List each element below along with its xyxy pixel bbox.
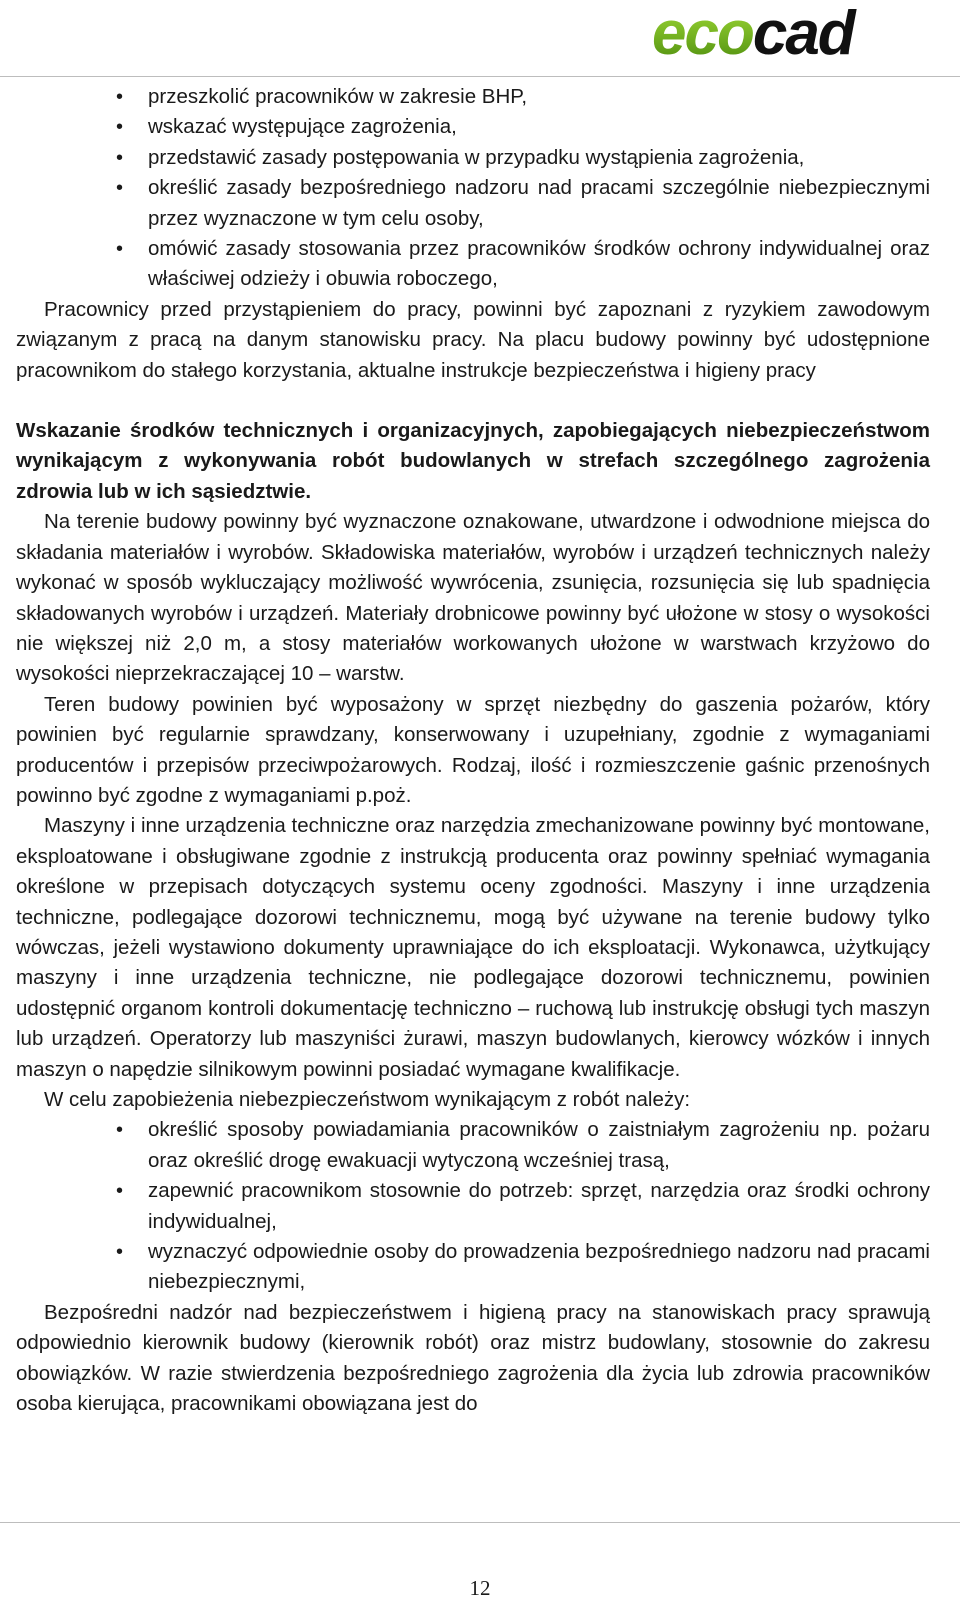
list-item: • określić sposoby powiadamiania pracowników o zaistniałym zagrożeniu np. pożaru oraz określić drogę ewakuacji wytyczoną wcześniej trasą,: [16, 1115, 930, 1176]
footer-divider: [0, 1522, 960, 1523]
list-item: • omówić zasady stosowania przez pracowników środków ochrony indywidualnej oraz właściwej odzieży i obuwia roboczego,: [16, 234, 930, 295]
page-header: [0, 0, 960, 80]
logo-eco-text: eco: [652, 2, 753, 64]
list-item: • wyznaczyć odpowiednie osoby do prowadzenia bezpośredniego nadzoru nad pracami niebezpiecznymi,: [16, 1237, 930, 1298]
section-heading: Wskazanie środków technicznych i organizacyjnych, zapobiegających niebezpieczeństwom wynikającym z wykonywania robót budowlanych w strefach szczególnego zagrożenia zdrowia lub w ich sąsiedztwie.: [16, 419, 930, 503]
paragraph: Maszyny i inne urządzenia techniczne oraz narzędzia zmechanizowane powinny być montowane, eksploatowane i obsługiwane zgodnie z instrukcją producenta oraz powinny spełniać wymagania określone w przepisach dotyczących systemu oceny zgodności. Maszyny i inne urządzenia techniczne, podlegające dozorowi technicznemu, mogą być używane na terenie budowy tylko wówczas, jeżeli wystawiono dokumenty uprawniające do ich eksploatacji. Wykonawca, użytkujący maszyny i inne urządzenia techniczne, nie podlegające dozorowi technicznemu, powinien udostępnić organom kontroli dokumentację techniczno – ruchową lub instrukcję obsługi tych maszyn lub urządzeń. Operatorzy lub maszyniści żurawi, maszyn budowlanych, kierowcy wózków i innych maszyn o napędzie silnikowym powinni posiadać wymagane kwalifikacje.: [16, 814, 930, 1081]
ecocad-logo: [652, 2, 952, 64]
paragraph: Na terenie budowy powinny być wyznaczone oznakowane, utwardzone i odwodnione miejsca do składania materiałów i wyrobów. Składowiska materiałów, wyrobów i urządzeń technicznych należy wykonać w sposób wykluczający możliwość wywrócenia, zsunięcia, rozsunięcia się lub spadnięcia składowanych wyrobów i urządzeń. Materiały drobnicowe powinny być ułożone w stosy o wysokości nie większej niż 2,0 m, a stosy materiałów workowanych ułożone w warstwach krzyżowo do wysokości nieprzekraczającej 10 – warstw.: [16, 510, 930, 686]
bullet-list-bottom: [16, 1115, 930, 1297]
paragraph: Teren budowy powinien być wyposażony w sprzęt niezbędny do gaszenia pożarów, który powinien być regularnie sprawdzany, konserwowany i uzupełniany, zgodnie z wymaganiami producentów i przepisów przeciwpożarowych. Rodzaj, ilość i rozmieszczenie gaśnic przenośnych powinno być zgodne z wymaganiami p.poż.: [16, 692, 930, 807]
paragraph: W celu zapobieżenia niebezpieczeństwom wynikającym z robót należy:: [44, 1088, 691, 1111]
logo-cad-text: cad: [752, 2, 854, 64]
svg-text:ecocad: [652, 2, 857, 64]
document-body: [16, 82, 930, 1419]
list-item: • określić zasady bezpośredniego nadzoru nad pracami szczególnie niebezpiecznymi przez wyznaczone w tym celu osoby,: [16, 173, 930, 234]
paragraph: Pracownicy przed przystąpieniem do pracy, powinni być zapoznani z ryzykiem zawodowym związanym z pracą na danym stanowisku pracy. Na placu budowy powinny być udostępnione pracownikom do stałego korzystania, aktualne instrukcje bezpieczeństwa i higieny pracy: [16, 297, 930, 382]
list-item: • przeszkolić pracowników w zakresie BHP,: [16, 82, 930, 112]
list-item: • wskazać występujące zagrożenia,: [16, 112, 930, 142]
list-item: • przedstawić zasady postępowania w przypadku wystąpienia zagrożenia,: [16, 143, 930, 173]
list-item: • zapewnić pracownikom stosownie do potrzeb: sprzęt, narzędzia oraz środki ochrony indywidualnej,: [16, 1176, 930, 1237]
paragraph: Bezpośredni nadzór nad bezpieczeństwem i higieną pracy na stanowiskach pracy sprawują odpowiednio kierownik budowy (kierownik robót) oraz mistrz budowlany, stosownie do zakresu obowiązków. W razie stwierdzenia bezpośredniego zagrożenia dla życia lub zdrowia pracowników osoba kierująca, pracownikami obowiązana jest do: [16, 1300, 930, 1416]
bullet-list-top: [16, 82, 930, 295]
page-number: 12: [469, 1576, 491, 1600]
header-divider: [0, 76, 960, 77]
